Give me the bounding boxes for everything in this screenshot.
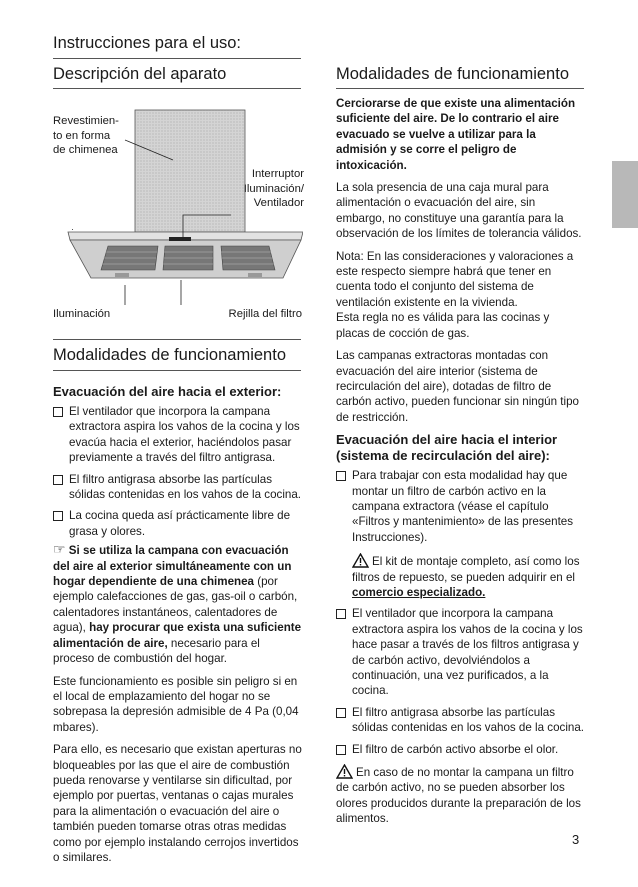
section-rule <box>53 339 301 340</box>
checkbox-icon <box>336 609 346 619</box>
section-rule <box>336 88 584 89</box>
section-title-description: Descripción del aparato <box>53 65 227 83</box>
paragraph: Las campanas extractoras montadas con evacuación del aire interior (sistema de recirculación del aire), dotadas de filtro de carbón activo, pueden funcionar sin ningún tipo de restricción. <box>336 349 579 424</box>
list-item: Para trabajar con esta modalidad hay que montar un filtro de carbón activo en la campana extractora (véase el capítulo «Filtros y mantenimiento» de las presentes Instrucciones). El kit de montaje completo, así como los filtros de repuesto, se pueden adquirir en el comercio especializado. <box>336 468 586 600</box>
list-item: El filtro antigrasa absorbe las partículas sólidas contenidas en los vahos de la cocina. <box>53 472 303 503</box>
final-warning: En caso de no montar la campana un filtro de carbón activo, no se pueden absorber los olores producidos durante la preparación de los alimentos. <box>336 766 581 826</box>
paragraph: La sola presencia de una caja mural para alimentación o evacuación del aire, sin embargo, no constituye una garantía para la observación de los límites de tolerancia válidos. <box>336 181 582 241</box>
list-item: La cocina queda así prácticamente libre de grasa y olores. <box>53 508 303 539</box>
page-title: Instrucciones para el uso: <box>53 34 242 52</box>
paragraph: Nota: En las consideraciones y valoraciones a este respecto siempre habrá que tener en cuenta todo el conjunto del sistema de ventilación existente en la vivienda. Esta regla no es válida para las cocinas y placas de cocción de gas. <box>336 249 574 340</box>
right-column-text <box>336 96 586 834</box>
checkbox-icon <box>53 407 63 417</box>
svg-text:·: · <box>71 224 74 234</box>
label-switch: Interruptor Iluminación/ Ventilador <box>243 168 304 210</box>
chimney-note: ☞ Si se utiliza la campana con evacuación del aire al exterior simultáneamente con un hogar dependiente de una chimenea (por ejemplo calefacciones de gas, gas-oil o carbón, calentadores instantáneos, calentadores de agua), hay procurar que exista una suficiente alimentación de aire, necesario para el proceso de combustión del hogar. <box>53 541 302 666</box>
list-item: El ventilador que incorpora la campana extractora aspira los vahos de la cocina y los evacúa hacia el exterior, haciéndolos pasar previamente a través del filtro antigrasa. <box>53 404 303 466</box>
list-item: El filtro antigrasa absorbe las partículas sólidas contenidas en los vahos de la cocina. <box>336 705 586 736</box>
subheading-exterior: Evacuación del aire hacia el exterior: <box>53 384 282 399</box>
section-title-modes: Modalidades de funcionamiento <box>53 346 286 364</box>
subheading-interior: Evacuación del aire hacia el interior (sistema de recirculación del aire): <box>336 432 558 464</box>
warning-icon <box>352 553 369 568</box>
page-edge-tab <box>612 161 638 228</box>
section-rule <box>53 88 301 89</box>
interior-list <box>336 468 586 757</box>
label-light: Iluminación <box>53 308 111 320</box>
left-column-text <box>53 384 303 872</box>
pointing-hand-icon: ☞ <box>53 541 66 558</box>
title-rule <box>53 58 301 59</box>
paragraph: Para ello, es necesario que existan aperturas no bloqueables por las que el aire de combustión pueda renovarse y ventilarse sin dificultad, por ejemplo por puertas, ventanas o cajas murales para la alimentación o evacuación del aire o también pueden tomarse otras otras medidas como por ejemplo instalando cerrojos invertidos o similares. <box>53 743 302 864</box>
list-item: El ventilador que incorpora la campana extractora aspira los vahos de la cocina y los hace pasar a través de los filtros antigrasa y de carbón activo, devolviéndolos a continuación, una vez purificados, a la cocina. <box>336 606 586 698</box>
paragraph: Este funcionamiento es posible sin peligro si en el local de emplazamiento del hogar no se sobrepasa la depresión admisible de 4 Pa (0,04 mbares). <box>53 674 299 734</box>
page-number: 3 <box>572 832 580 847</box>
checkbox-icon <box>53 475 63 485</box>
checkbox-icon <box>53 511 63 521</box>
kit-note: El kit de montaje completo, así como los filtros de repuesto, se pueden adquirir en el comercio especializado. <box>352 555 580 599</box>
warning-icon <box>336 764 353 779</box>
checkbox-icon <box>336 708 346 718</box>
checkbox-icon <box>336 745 346 755</box>
checkbox-icon <box>336 471 346 481</box>
list-item: El filtro de carbón activo absorbe el olor. <box>336 742 586 757</box>
section-title-right: Modalidades de funcionamiento <box>336 65 569 83</box>
label-chimney: Revestimien- to en forma de chimenea <box>53 115 119 157</box>
supply-warning: Cerciorarse de que existe una alimentación suficiente del aire. De lo contrario el aire evacuado se vuelve a utilizar para la admisión y se corre el peligro de intoxicación. <box>336 97 576 172</box>
exterior-list <box>53 404 303 539</box>
label-filter: Rejilla del filtro <box>228 308 302 320</box>
section-rule <box>53 370 301 371</box>
